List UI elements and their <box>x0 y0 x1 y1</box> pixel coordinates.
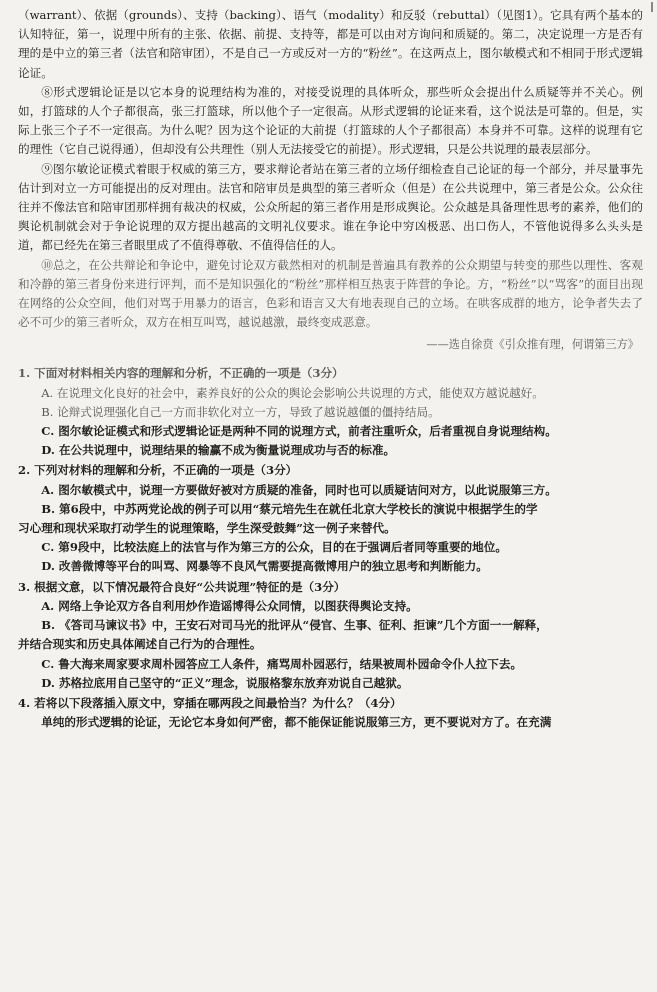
question-1-option-c: C. 图尔敏论证模式和形式逻辑论证是两种不同的说理方式，前者注重听众，后者重视自身说理结构。 <box>41 424 557 439</box>
question-4-insert-paragraph: 单纯的形式逻辑的论证，无论它本身如何严密，都不能保证能说服第三方，更不要说对方了。在充满 <box>41 715 552 730</box>
scan-edge-mark <box>645 2 653 12</box>
question-1-stem: 1. 下面对材料相关内容的理解和分析，不正确的一项是（3分） <box>18 366 344 381</box>
question-2-option-d: D. 改善微博等平台的叫骂、网暴等不良风气需要提高微博用户的独立思考和判断能力。 <box>41 559 488 574</box>
passage-paragraph-intro: （warrant）、依据（grounds）、支持（backing）、语气（modality）和反驳（rebuttal）（见图1）。它具有两个基本的认知特征，第一，说理中所有的主张、依据、前提、支持等，都是可以由对方询问和质疑的。第二，决定说理一方是否有理的是中立的第三者（法官和陪审团），不是自己一方或反对一方的“粉丝”。在这两点上，图尔敏模式和不相同于形式逻辑论证。 <box>18 8 643 80</box>
question-1-option-d: D. 在公共说理中，说理结果的输赢不成为衡量说理成功与否的标准。 <box>41 443 396 458</box>
question-4-stem: 4. 若将以下段落插入原文中，穿插在哪两段之间最恰当？为什么？（4分） <box>18 695 402 710</box>
passage-source: ——选自徐贲《引众推有理，何谓第三方》 <box>426 338 639 352</box>
question-3-option-d: D. 苏格拉底用自己坚守的“正义”理念，说服格黎东放弃劝说自己越狱。 <box>41 675 409 690</box>
question-2-option-c: C. 第9段中，比较法庭上的法官与作为第三方的公众，目的在于强调后者同等重要的地位。 <box>41 540 507 555</box>
question-3-option-a: A. 网络上争论双方各自利用炒作造谣博得公众同情，以图获得舆论支持。 <box>41 598 418 613</box>
question-2-stem: 2. 下列对材料的理解和分析，不正确的一项是（3分） <box>18 463 298 478</box>
passage-paragraph-8: ⑧形式逻辑论证是以它本身的说理结构为准的，对接受说理的具体听众，那些听众会提出什么质疑等并不关心。例如，打篮球的人个子都很高，张三打篮球，所以他个子一定很高。从形式逻辑的论证来看，这个说法是可靠的。但是，实际上张三个子不一定很高。为什么呢？因为这个论证的大前提（打篮球的人个子都很高）本身并不可靠。这样的说理有它的理性（它自己说得通），但却没有公共理性（别人无法接受它的前提）。形式逻辑，只是公共说理的最表层部分。 <box>18 84 643 157</box>
question-1-option-b: B. 论辩式说理强化自己一方而非软化对立一方，导致了越说越僵的僵持结局。 <box>41 404 440 419</box>
question-1-option-a: A. 在说理文化良好的社会中，素养良好的公众的舆论会影响公共说理的方式，能使双方越说越好。 <box>41 385 544 400</box>
question-3-option-c: C. 鲁大海来周家要求周朴园答应工人条件，痛骂周朴园恶行，结果被周朴园命令仆人拉下去。 <box>41 656 523 671</box>
passage-paragraph-10: ⑩总之，在公共辩论和争论中，避免讨论双方截然相对的机制是普遍具有教养的公众期望与转变的那些以理性、客观和冷静的第三者身份来进行评判，而不是知识强化的“粉丝”那样相互热衷于阵营的争论。方，“粉丝”以“骂客”的面目出现在网络的公众空间，他们对骂于用暴力的语言，色彩和语言又大有地表现自己的立场。在哄客成群的地方，论争者失去了必不可少的第三者听众，双方在相互叫骂，越说越激，最终变成恶意。 <box>18 257 643 330</box>
question-2-option-b: B. 第6段中，中苏两党论战的例子可以用“蔡元培先生在就任北京大学校长的演说中根据学生的学 <box>41 501 538 516</box>
question-3-option-b: B. 《答司马谏议书》中，王安石对司马光的批评从“侵官、生事、征利、拒谏”几个方面一一解释， <box>41 618 548 633</box>
question-3-option-b-cont: 并结合现实和历史具体阐述自己行为的合理性。 <box>18 637 262 652</box>
question-3-stem: 3. 根据文意，以下情况最符合良好“公共说理”特征的是（3分） <box>18 579 346 594</box>
question-2-option-b-cont: 习心理和现状采取打动学生的说理策略，学生深受鼓舞”这一例子来替代。 <box>18 521 396 536</box>
passage-paragraph-9: ⑨图尔敏论证模式着眼于权威的第三方，要求辩论者站在第三者的立场仔细检查自己论证的每一个部分，并尽量事先估计到对立一方可能提出的反对理由。法官和陪审员是典型的第三者听众（但是）在公共说理中，第三者是公众。公众往往并不像法官和陪审团那样拥有裁决的权威，公众所起的第三者作用是形成舆论。公众越是具备理性思考的素养，他们的舆论机制就会对于争论说理的双方提出越高的文明礼仪要求。谁在争论中穷凶极恶、出口伤人，不管他说得多么头头是道，都已经先在第三者眼里成了不值得尊敬、不值得信任的人。 <box>18 161 643 253</box>
question-2-option-a: A. 图尔敏模式中，说理一方要做好被对方质疑的准备，同时也可以质疑诘问对方，以此说服第三方。 <box>41 482 557 497</box>
